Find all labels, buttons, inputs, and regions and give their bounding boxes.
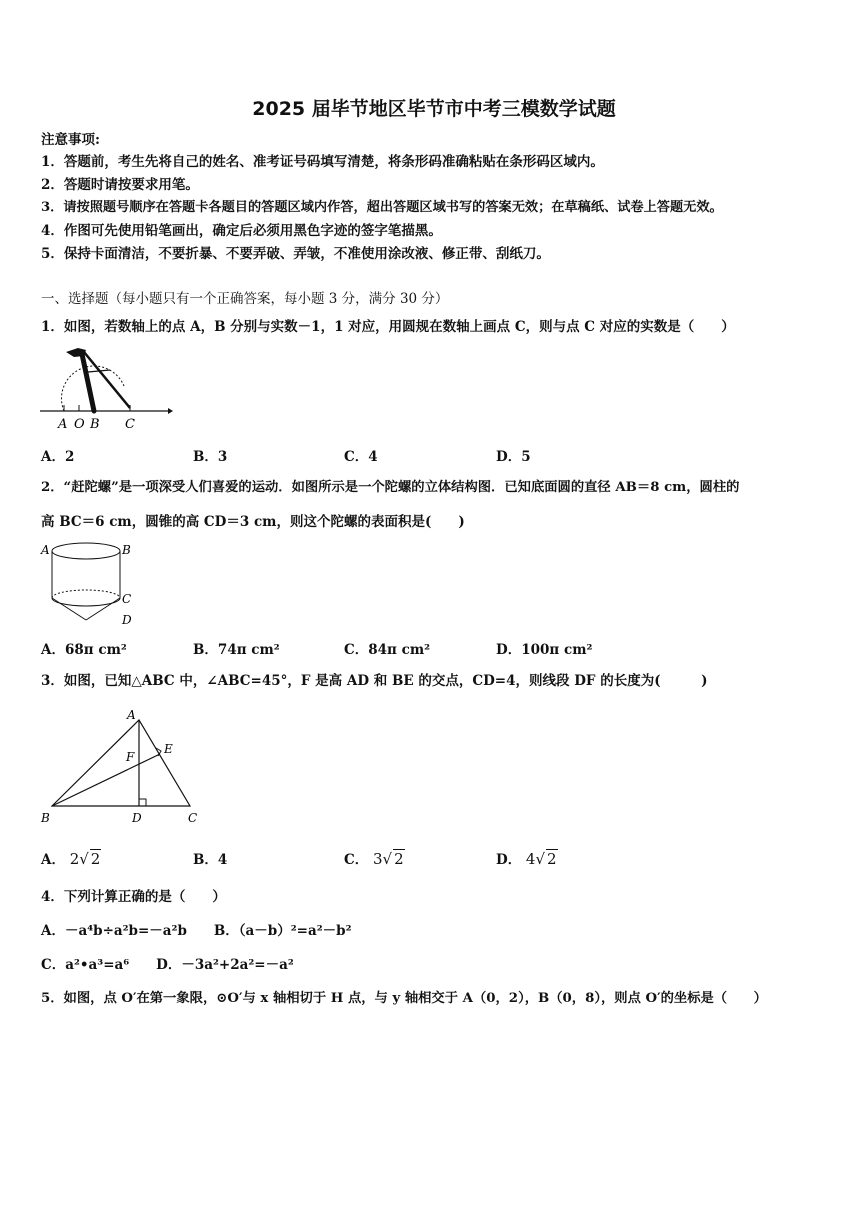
question-2-stem-line2: 高 BC＝6 cm，圆锥的高 CD＝3 cm，则这个陀螺的表面积是( ) bbox=[41, 514, 465, 530]
q1-label-a: A bbox=[58, 417, 68, 432]
section-heading: 一、选择题（每小题只有一个正确答案，每小题 3 分，满分 30 分） bbox=[41, 291, 449, 307]
sqrt-expression: 2√ 2 bbox=[69, 850, 101, 868]
q2-option-b[interactable]: B．74π cm² bbox=[193, 642, 280, 658]
notice-item: 1．答题前，考生先将自己的姓名、准考证号码填写清楚，将条形码准确粘贴在条形码区域内。 bbox=[41, 154, 604, 170]
q2-label-b: B bbox=[122, 543, 131, 557]
q2-option-d[interactable]: D．100π cm² bbox=[496, 642, 593, 658]
q3-label-e: E bbox=[164, 742, 173, 756]
q2-label-c: C bbox=[122, 592, 132, 606]
notice-item: 2．答题时请按要求用笔。 bbox=[41, 177, 199, 193]
q1-label-o: O bbox=[74, 417, 85, 432]
q4-options-line2[interactable]: C．a²•a³=a⁶ D．－3a²+2a²=－a² bbox=[41, 957, 294, 973]
question-2-stem-line1: 2．“赶陀螺”是一项深受人们喜爱的运动．如图所示是一个陀螺的立体结构图．已知底面圆的直径 AB＝8 cm，圆柱的 bbox=[41, 480, 740, 495]
notice-heading: 注意事项: bbox=[41, 132, 100, 148]
question-2-figure bbox=[38, 538, 138, 630]
q2-option-a[interactable]: A．68π cm² bbox=[41, 642, 127, 658]
q3-option-d[interactable]: D． 4√ 2 bbox=[496, 850, 557, 868]
q2-label-d: D bbox=[122, 613, 132, 627]
q1-option-a[interactable]: A．2 bbox=[41, 449, 75, 465]
q3-option-a[interactable]: A． 2√ 2 bbox=[41, 850, 101, 868]
q1-option-d[interactable]: D．5 bbox=[496, 449, 531, 465]
q3-label-d: D bbox=[132, 811, 142, 825]
notice-item: 5．保持卡面清洁，不要折暴、不要弄破、弄皱，不准使用涂改液、修正带、刮纸刀。 bbox=[41, 246, 550, 262]
question-1-stem: 1．如图，若数轴上的点 A，B 分别与实数－1，1 对应，用圆规在数轴上画点 C，则与点 C 对应的实数是（ ） bbox=[41, 319, 735, 335]
notice-item: 3．请按照题号顺序在答题卡各题目的答题区域内作答，超出答题区域书写的答案无效；在草稿纸、试卷上答题无效。 bbox=[41, 200, 723, 215]
q3-label-c: C bbox=[188, 811, 198, 825]
q4-options-line1[interactable]: A．－a⁴b÷a²b=－a²b B．（a－b）²=a²－b² bbox=[41, 923, 352, 939]
q3-label-f: F bbox=[126, 750, 135, 764]
question-3-figure bbox=[38, 703, 208, 827]
q2-option-c[interactable]: C．84π cm² bbox=[344, 642, 431, 658]
q3-option-b[interactable]: B．4 bbox=[193, 852, 228, 868]
q3-option-c[interactable]: C． 3√ 2 bbox=[344, 850, 404, 868]
q2-label-a: A bbox=[41, 543, 50, 557]
page-title: 2025 届毕节地区毕节市中考三模数学试题 bbox=[252, 98, 616, 120]
q1-option-c[interactable]: C．4 bbox=[344, 449, 378, 465]
question-5-stem: 5．如图，点 O′在第一象限，⊙O′与 x 轴相切于 H 点，与 y 轴相交于 A（0，2），B（0，8），则点 O′的坐标是（ ） bbox=[41, 991, 767, 1006]
q1-option-b[interactable]: B．3 bbox=[193, 449, 228, 465]
question-3-stem: 3．如图，已知△ABC 中，∠ABC=45°，F 是高 AD 和 BE 的交点，CD=4，则线段 DF 的长度为( ) bbox=[41, 673, 708, 689]
sqrt-expression: 3√ 2 bbox=[372, 850, 404, 868]
question-1-figure bbox=[38, 342, 173, 434]
q1-label-b: B bbox=[90, 417, 100, 432]
notice-item: 4．作图可先使用铅笔画出，确定后必须用黑色字迹的签字笔描黑。 bbox=[41, 223, 442, 239]
question-4-stem: 4．下列计算正确的是（ ） bbox=[41, 889, 226, 905]
q3-label-b: B bbox=[41, 811, 50, 825]
q1-label-c: C bbox=[125, 417, 135, 432]
sqrt-expression: 4√ 2 bbox=[525, 850, 557, 868]
q3-label-a: A bbox=[127, 708, 136, 722]
